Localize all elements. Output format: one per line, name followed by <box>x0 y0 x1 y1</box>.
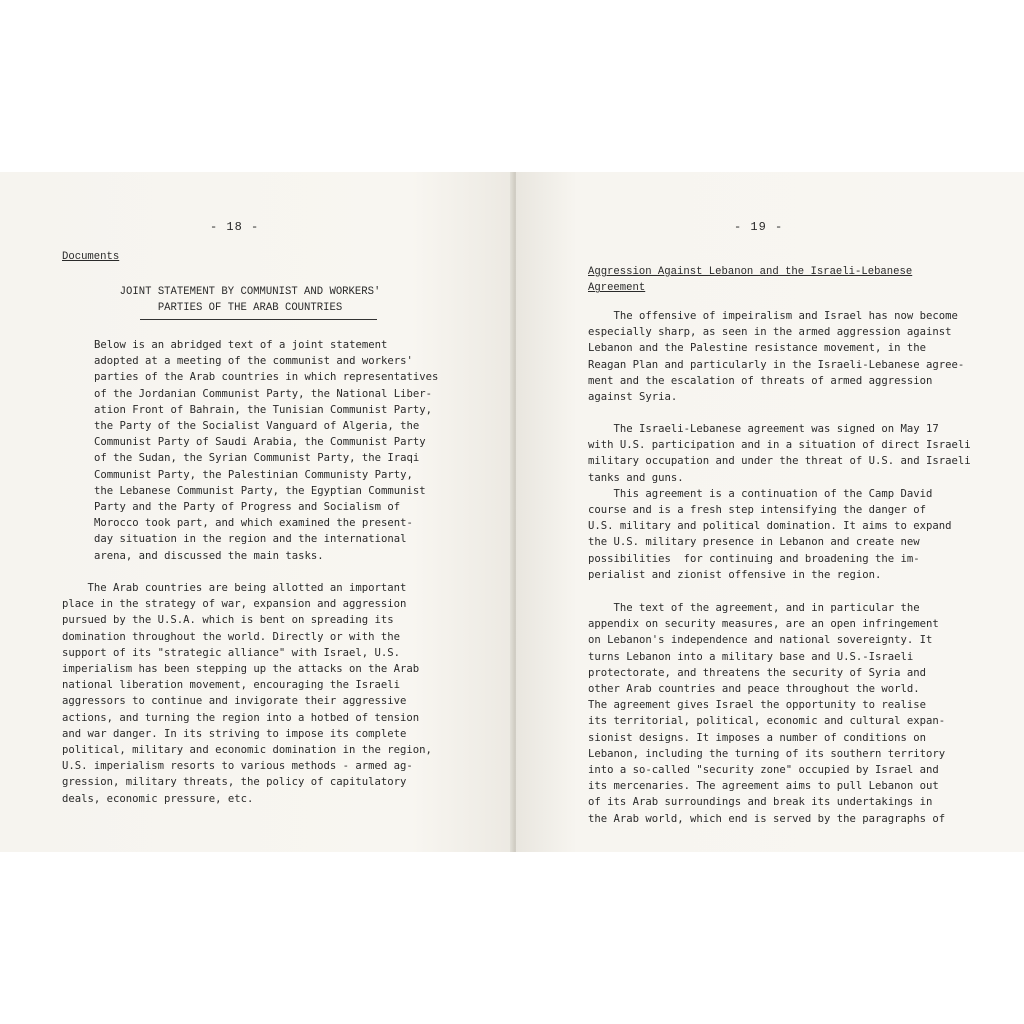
right-paragraph-3: The text of the agreement, and in particular the appendix on security measures, are an open infringement on Lebanon's independence and national sovereignty. It turns Lebanon into a military base and U.S.-Israeli protectorate, and threatens the security of Syria and other Arab countries and peace throughout the world. The agreement gives Israel the opportunity to realise its territorial, political, economic and cultural expan- sionist designs. It imposes a number of conditions on Lebanon, including the turning of its southern territory into a so-called "security zone" occupied by Israel and its mercenaries. The agreement aims to pull Lebanon out of its Arab surroundings and break its undertakings in the Arab world, which end is served by the paragraphs of <box>588 602 946 825</box>
right-paragraph-2: The Israeli-Lebanese agreement was signed on May 17 with U.S. participation and in a situation of direct Israeli military occupation and under the threat of U.S. and Israeli tanks and guns. This agreement is a continuation of the Camp David course and is a fresh step intensifying the danger of U.S. military and political domination. It aims to expand the U.S. military presence in Lebanon and create new possibilities for continuing and broadening the im- perialist and zionist offensive in the region. <box>588 423 971 581</box>
title-line-2: PARTIES OF THE ARAB COUNTRIES <box>157 302 343 315</box>
page-number-19: - 19 - <box>734 220 784 234</box>
page-number-18: - 18 - <box>210 220 260 234</box>
book-spread <box>0 172 1024 852</box>
intro-paragraph: Below is an abridged text of a joint statement adopted at a meeting of the communist and workers' parties of the Arab countries in which representatives of the Jordanian Communist Party, the National Liber- ation Front of Bahrain, the Tunisian Communist Party, the Party of the Socialist Vanguard of Algeria, the Communist Party of Saudi Arabia, the Communist Party of the Sudan, the Syrian Communist Party, the Iraqi Communist Party, the Palestinian Communisty Party, the Lebanese Communist Party, the Egyptian Communist Party and the Party of Progress and Socialism of Morocco took part, and which examined the present- day situation in the region and the international arena, and discussed the main tasks. <box>94 339 439 562</box>
right-page <box>516 172 1024 852</box>
body-paragraph-1: The Arab countries are being allotted an important place in the strategy of war, expansion and aggression pursued by the U.S.A. which is bent on spreading its domination throughout the world. Directly or with the support of its "strategic alliance" with Israel, U.S. imperialism has been stepping up the attacks on the Arab national liberation movement, encouraging the Israeli aggressors to continue and invigorate their aggressive actions, and turning the region into a hotbed of tension and war danger. In its striving to impose its complete political, military and economic domination in the region, U.S. imperialism resorts to various methods - armed ag- gression, military threats, the policy of capitulatory deals, economic pressure, etc. <box>62 582 432 805</box>
section-label: Documents <box>62 251 120 263</box>
section-heading: Aggression Against Lebanon and the Israeli-Lebanese Agreement <box>588 266 913 295</box>
left-page <box>0 172 514 852</box>
title-underline <box>140 319 377 320</box>
right-paragraph-1: The offensive of impeiralism and Israel has now become especially sharp, as seen in the armed aggression against Lebanon and the Palestine resistance movement, in the Reagan Plan and particularly in the Israeli-Lebanese agree- ment and the escalation of threats of armed aggression against Syria. <box>588 310 965 404</box>
title-line-1: JOINT STATEMENT BY COMMUNIST AND WORKERS' <box>119 286 381 298</box>
statement-title <box>100 284 400 316</box>
